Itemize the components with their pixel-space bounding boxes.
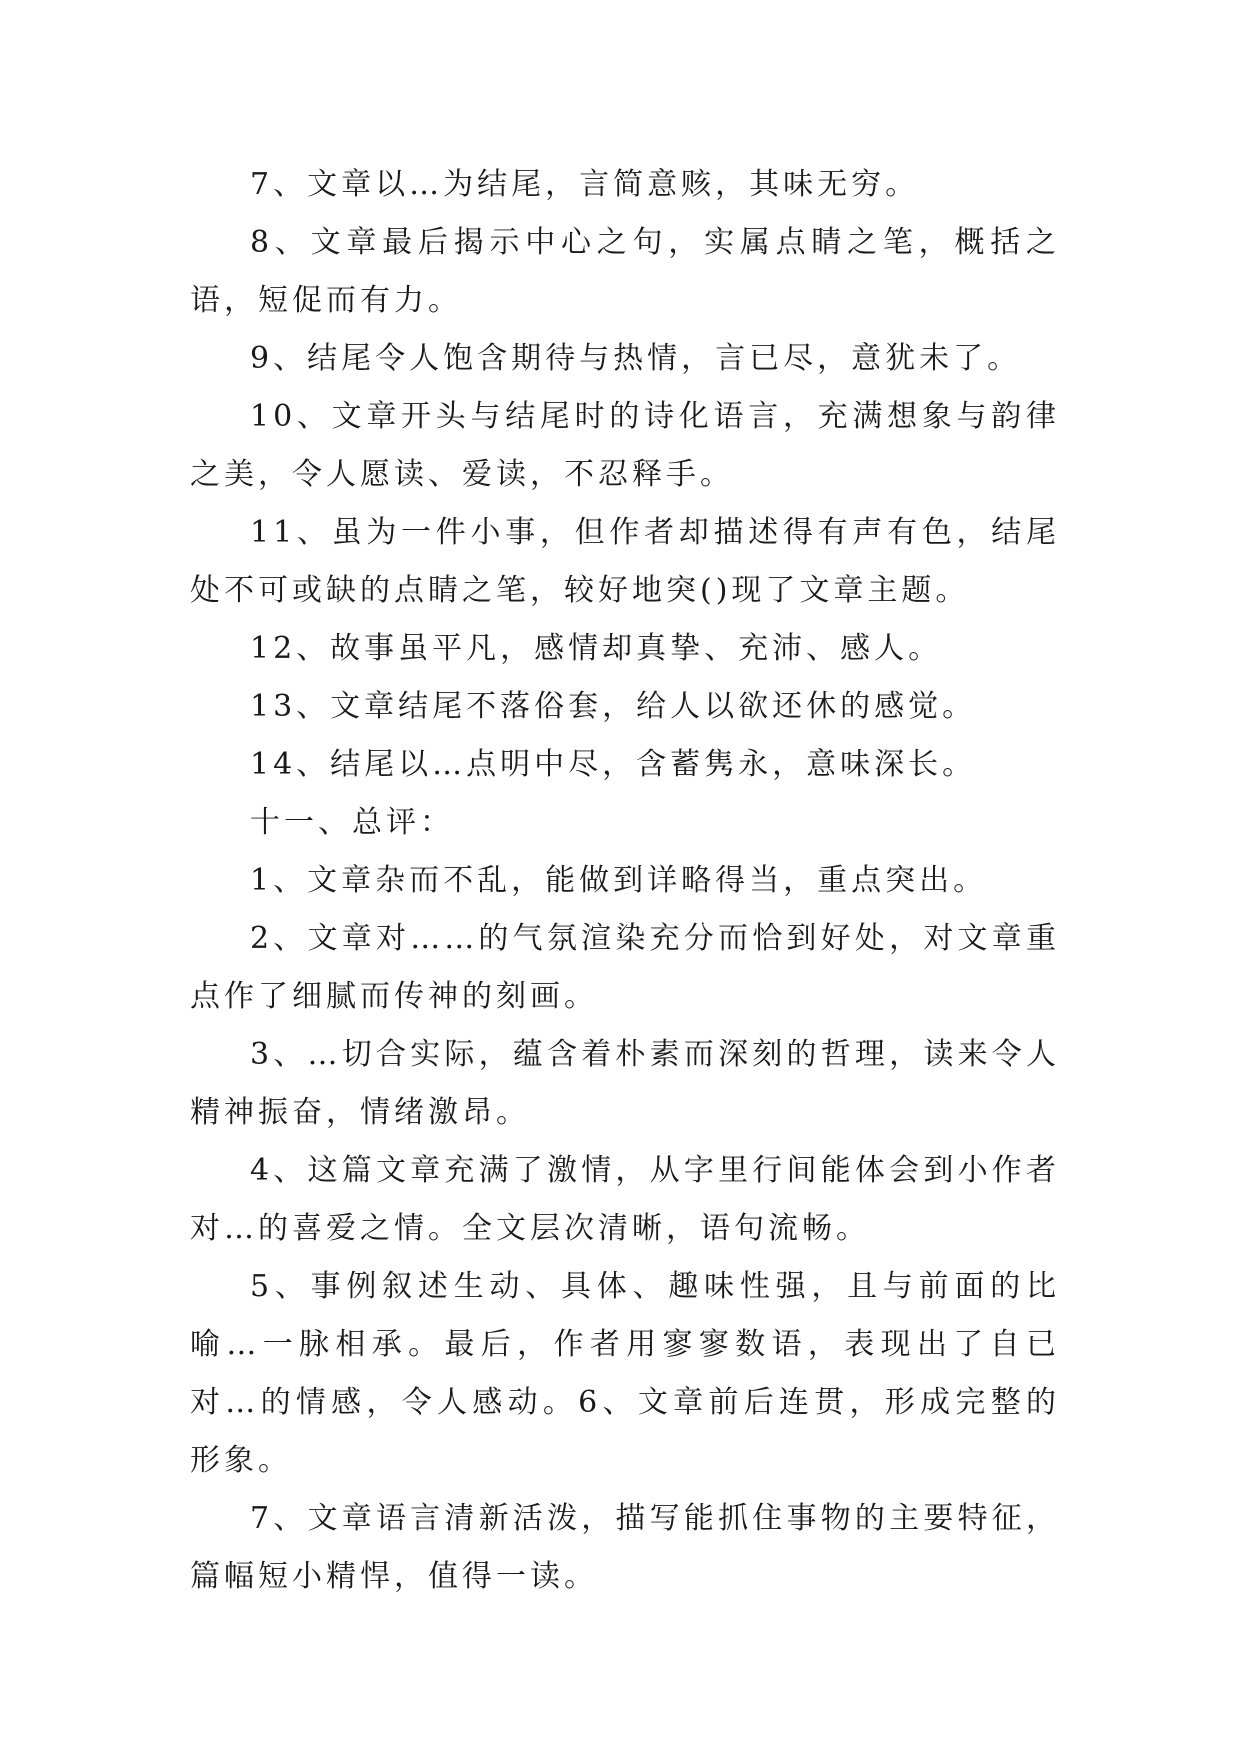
paragraph: 10、文章开头与结尾时的诗化语言，充满想象与韵律之美，令人愿读、爱读，不忍释手。	[190, 399, 1060, 492]
paragraph: 4、这篇文章充满了激情，从字里行间能体会到小作者对…的喜爱之情。全文层次清晰，语句流畅。	[190, 1153, 1060, 1246]
paragraph: 8、文章最后揭示中心之句，实属点睛之笔，概括之语，短促而有力。	[190, 225, 1060, 318]
paragraph: 2、文章对……的气氛渲染充分而恰到好处，对文章重点作了细腻而传神的刻画。	[190, 921, 1060, 1014]
paragraph: 1、文章杂而不乱，能做到详略得当，重点突出。	[250, 863, 988, 898]
paragraph: 5、事例叙述生动、具体、趣味性强，且与前面的比喻…一脉相承。最后，作者用寥寥数语，表现出了自已对…的情感，令人感动。6、文章前后连贯，形成完整的形象。	[190, 1269, 1060, 1478]
paragraph: 13、文章结尾不落俗套，给人以欲还休的感觉。	[250, 689, 977, 724]
paragraph: 11、虽为一件小事，但作者却描述得有声有色，结尾处不可或缺的点睛之笔，较好地突()现了文章主题。	[190, 515, 1060, 608]
document-body	[190, 156, 1060, 1606]
paragraph: 7、文章以…为结尾，言简意赅，其味无穷。	[250, 167, 920, 202]
paragraph: 7、文章语言清新活泼，描写能抓住事物的主要特征，篇幅短小精悍，值得一读。	[190, 1501, 1060, 1594]
section-heading: 十一、总评：	[250, 805, 454, 840]
paragraph: 14、结尾以…点明中尽，含蓄隽永，意味深长。	[250, 747, 977, 782]
paragraph: 9、结尾令人饱含期待与热情，言已尽，意犹未了。	[250, 341, 1022, 376]
paragraph: 12、故事虽平凡，感情却真挚、充沛、感人。	[250, 631, 943, 666]
paragraph: 3、…切合实际，蕴含着朴素而深刻的哲理，读来令人精神振奋，情绪激昂。	[190, 1037, 1060, 1130]
